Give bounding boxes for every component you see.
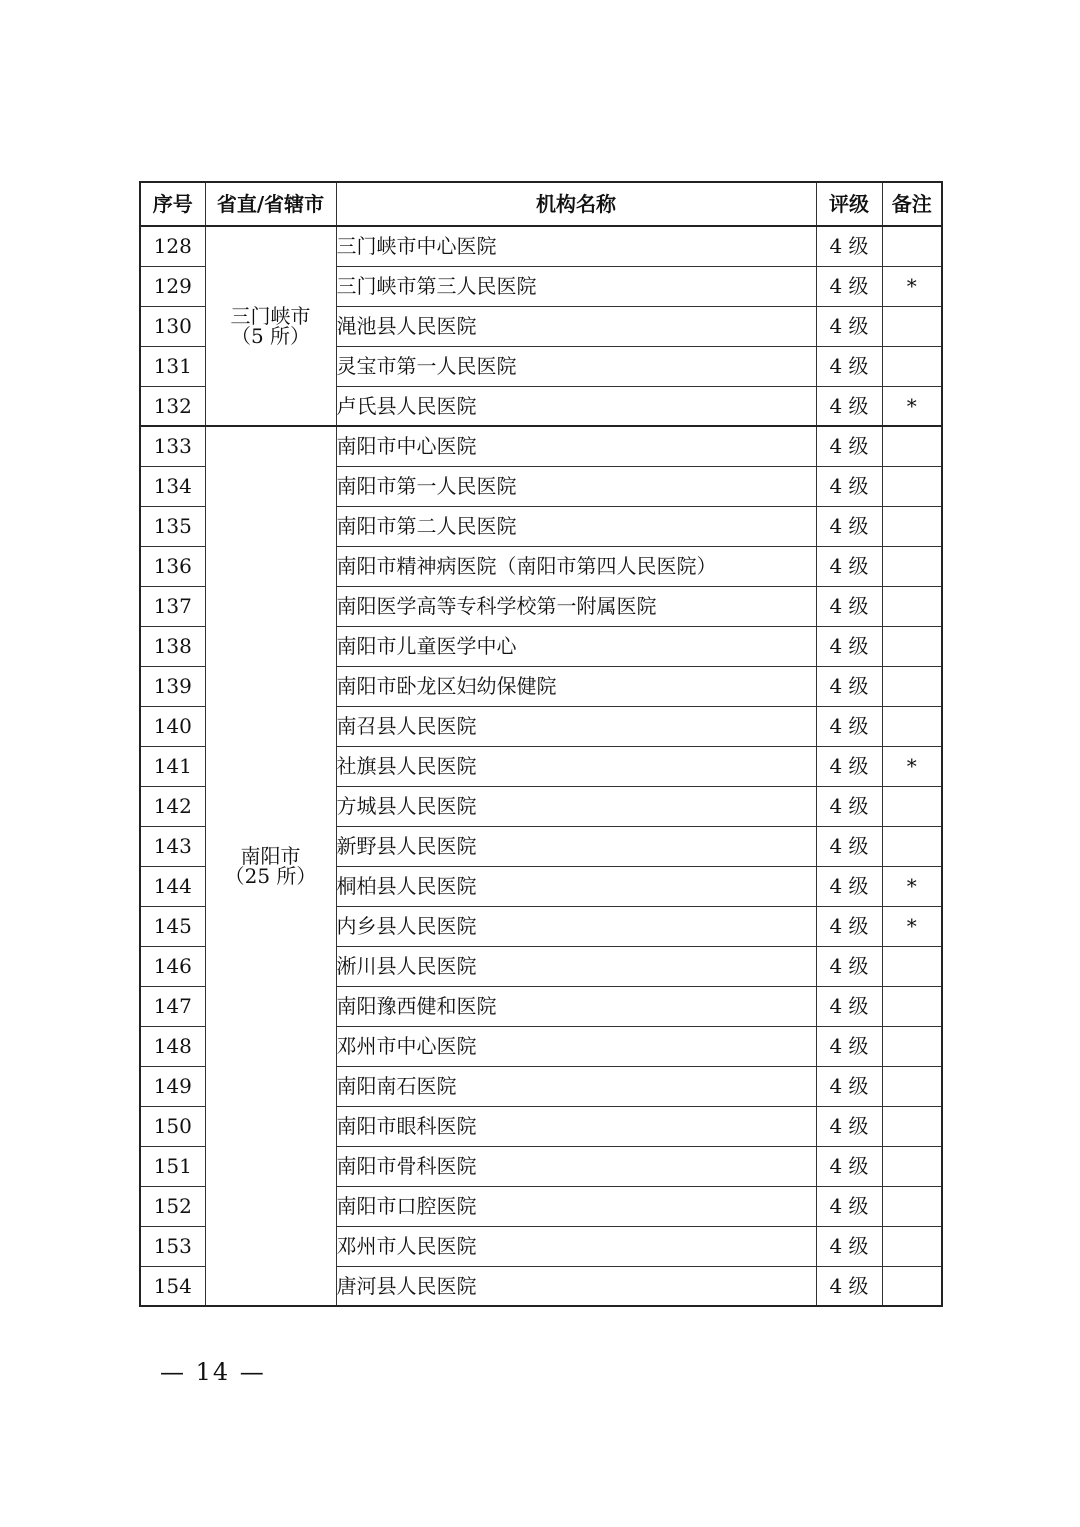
institution-name: 邓州市人民医院 xyxy=(336,1226,816,1266)
row-number: 139 xyxy=(140,666,205,706)
row-number: 146 xyxy=(140,946,205,986)
remark-mark xyxy=(882,946,942,986)
remark-mark xyxy=(882,1266,942,1306)
remark-mark xyxy=(882,1106,942,1146)
institution-name: 淅川县人民医院 xyxy=(336,946,816,986)
row-number: 154 xyxy=(140,1266,205,1306)
header-level: 评级 xyxy=(816,182,882,226)
rating-level: 4 级 xyxy=(816,706,882,746)
row-number: 137 xyxy=(140,586,205,626)
institution-name: 南阳市口腔医院 xyxy=(336,1186,816,1226)
table-row xyxy=(140,426,942,466)
remark-mark: * xyxy=(882,866,942,906)
row-number: 132 xyxy=(140,386,205,426)
row-number: 153 xyxy=(140,1226,205,1266)
remark-mark xyxy=(882,626,942,666)
rating-level: 4 级 xyxy=(816,506,882,546)
row-number: 143 xyxy=(140,826,205,866)
rating-level: 4 级 xyxy=(816,426,882,466)
institution-name: 南阳市儿童医学中心 xyxy=(336,626,816,666)
rating-level: 4 级 xyxy=(816,906,882,946)
table-body xyxy=(140,226,942,1306)
city-group-cell xyxy=(205,226,336,426)
rating-level: 4 级 xyxy=(816,626,882,666)
institution-name: 南召县人民医院 xyxy=(336,706,816,746)
institution-name: 南阳医学高等专科学校第一附属医院 xyxy=(336,586,816,626)
institution-name: 三门峡市第三人民医院 xyxy=(336,266,816,306)
table-header-row xyxy=(140,182,942,226)
header-name: 机构名称 xyxy=(336,182,816,226)
institution-name: 社旗县人民医院 xyxy=(336,746,816,786)
institution-name: 南阳南石医院 xyxy=(336,1066,816,1106)
row-number: 147 xyxy=(140,986,205,1026)
institution-name: 三门峡市中心医院 xyxy=(336,226,816,266)
institution-name: 南阳市卧龙区妇幼保健院 xyxy=(336,666,816,706)
rating-level: 4 级 xyxy=(816,866,882,906)
row-number: 138 xyxy=(140,626,205,666)
institution-name: 南阳市第二人民医院 xyxy=(336,506,816,546)
institution-name: 卢氏县人民医院 xyxy=(336,386,816,426)
rating-level: 4 级 xyxy=(816,666,882,706)
remark-mark: * xyxy=(882,906,942,946)
rating-level: 4 级 xyxy=(816,986,882,1026)
city-count: （5 所） xyxy=(230,324,311,348)
remark-mark xyxy=(882,426,942,466)
remark-mark xyxy=(882,666,942,706)
institution-name: 南阳市眼科医院 xyxy=(336,1106,816,1146)
remark-mark xyxy=(882,506,942,546)
row-number: 128 xyxy=(140,226,205,266)
rating-level: 4 级 xyxy=(816,1146,882,1186)
row-number: 148 xyxy=(140,1026,205,1066)
header-no: 序号 xyxy=(140,182,205,226)
row-number: 130 xyxy=(140,306,205,346)
row-number: 152 xyxy=(140,1186,205,1226)
institution-name: 方城县人民医院 xyxy=(336,786,816,826)
row-number: 142 xyxy=(140,786,205,826)
page-number: — 14 — xyxy=(160,1358,266,1386)
remark-mark xyxy=(882,706,942,746)
city-name: 南阳市 xyxy=(240,844,301,868)
row-number: 131 xyxy=(140,346,205,386)
rating-level: 4 级 xyxy=(816,546,882,586)
remark-mark xyxy=(882,306,942,346)
table-row xyxy=(140,226,942,266)
rating-level: 4 级 xyxy=(816,1066,882,1106)
rating-level: 4 级 xyxy=(816,826,882,866)
rating-level: 4 级 xyxy=(816,266,882,306)
institution-name: 灵宝市第一人民医院 xyxy=(336,346,816,386)
row-number: 136 xyxy=(140,546,205,586)
institution-name: 内乡县人民医院 xyxy=(336,906,816,946)
institution-name: 唐河县人民医院 xyxy=(336,1266,816,1306)
rating-level: 4 级 xyxy=(816,586,882,626)
city-count: （25 所） xyxy=(224,864,317,888)
row-number: 133 xyxy=(140,426,205,466)
rating-level: 4 级 xyxy=(816,1186,882,1226)
rating-level: 4 级 xyxy=(816,346,882,386)
remark-mark xyxy=(882,1146,942,1186)
rating-level: 4 级 xyxy=(816,1106,882,1146)
rating-level: 4 级 xyxy=(816,1266,882,1306)
header-note: 备注 xyxy=(882,182,942,226)
institution-name: 南阳市第一人民医院 xyxy=(336,466,816,506)
institution-name: 南阳豫西健和医院 xyxy=(336,986,816,1026)
institution-name: 新野县人民医院 xyxy=(336,826,816,866)
row-number: 134 xyxy=(140,466,205,506)
remark-mark xyxy=(882,826,942,866)
row-number: 150 xyxy=(140,1106,205,1146)
remark-mark xyxy=(882,1066,942,1106)
remark-mark xyxy=(882,586,942,626)
row-number: 144 xyxy=(140,866,205,906)
header-city: 省直/省辖市 xyxy=(205,182,336,226)
remark-mark xyxy=(882,1186,942,1226)
rating-level: 4 级 xyxy=(816,1226,882,1266)
remark-mark xyxy=(882,786,942,826)
institution-name: 桐柏县人民医院 xyxy=(336,866,816,906)
row-number: 145 xyxy=(140,906,205,946)
remark-mark xyxy=(882,986,942,1026)
rating-level: 4 级 xyxy=(816,746,882,786)
remark-mark xyxy=(882,1226,942,1266)
row-number: 151 xyxy=(140,1146,205,1186)
rating-level: 4 级 xyxy=(816,466,882,506)
institution-name: 邓州市中心医院 xyxy=(336,1026,816,1066)
rating-level: 4 级 xyxy=(816,306,882,346)
city-name: 三门峡市 xyxy=(230,304,311,328)
remark-mark xyxy=(882,466,942,506)
remark-mark: * xyxy=(882,266,942,306)
hospital-table xyxy=(139,181,943,1307)
row-number: 135 xyxy=(140,506,205,546)
remark-mark xyxy=(882,226,942,266)
institution-name: 渑池县人民医院 xyxy=(336,306,816,346)
rating-level: 4 级 xyxy=(816,946,882,986)
row-number: 140 xyxy=(140,706,205,746)
remark-mark: * xyxy=(882,386,942,426)
remark-mark xyxy=(882,346,942,386)
institution-name: 南阳市精神病医院（南阳市第四人民医院） xyxy=(336,546,816,586)
rating-level: 4 级 xyxy=(816,1026,882,1066)
rating-level: 4 级 xyxy=(816,386,882,426)
city-group-cell xyxy=(205,426,336,1306)
rating-level: 4 级 xyxy=(816,226,882,266)
rating-level: 4 级 xyxy=(816,786,882,826)
row-number: 129 xyxy=(140,266,205,306)
institution-name: 南阳市骨科医院 xyxy=(336,1146,816,1186)
remark-mark xyxy=(882,1026,942,1066)
remark-mark xyxy=(882,546,942,586)
row-number: 149 xyxy=(140,1066,205,1106)
row-number: 141 xyxy=(140,746,205,786)
institution-name: 南阳市中心医院 xyxy=(336,426,816,466)
remark-mark: * xyxy=(882,746,942,786)
